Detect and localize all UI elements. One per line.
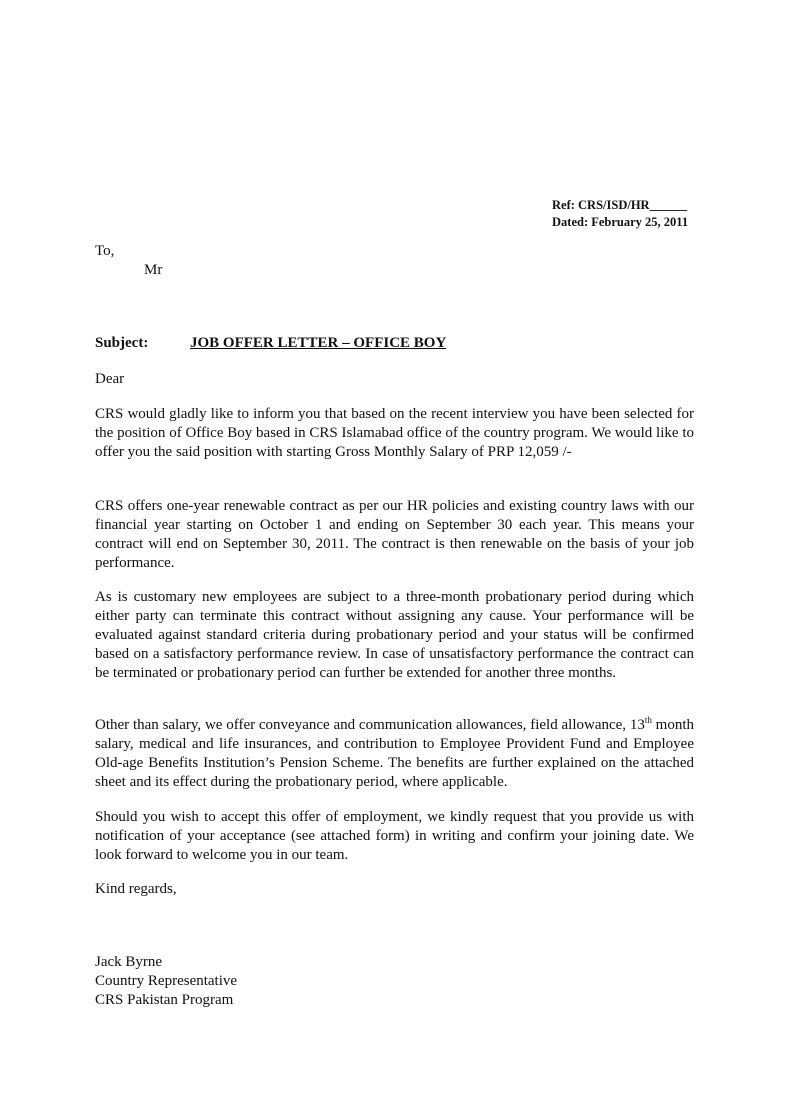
benefits-text-end: month salary, medical and life insurances, and contribution to Employee Provident Fund and Employee Old-age Benefits Institution’s Pension Scheme. The benefits are further explained on the attached sheet and its effect during the probationary period, where applicable. [95,717,694,790]
benefits-text-start: Other than salary, we offer conveyance and communication allowances, field allowance, 13 [95,717,645,733]
body-paragraph-probation: As is customary new employees are subject to a three-month probationary period during which either party can terminate this contract without assigning any cause. Your performance will be evaluated against standard criteria during probationary period and your status will be confirmed based on a satisfactory performance review. In case of unsatisfactory performance the contract can be terminated or probationary period can further be extended for another three months. [95,589,694,681]
reference-block [552,197,688,231]
recipient-to: To, [95,243,115,259]
subject-title: JOB OFFER LETTER – OFFICE BOY [190,335,447,351]
closing: Kind regards, [95,881,177,897]
signer-organization: CRS Pakistan Program [95,992,234,1008]
body-paragraph-benefits [95,716,694,792]
reference-number: Ref: CRS/ISD/HR______ [552,198,688,212]
signature-block [95,953,237,1010]
subject-line [95,334,695,353]
recipient-name: Mr [144,262,163,278]
signer-name: Jack Byrne [95,954,163,970]
letter-date: Dated: February 25, 2011 [552,215,689,229]
signer-title: Country Representative [95,973,238,989]
body-paragraph-acceptance: Should you wish to accept this offer of employment, we kindly request that you provide us with notification of your acceptance (see attached form) in writing and confirm your joining date. We look forward to welcome you in our team. [95,809,694,863]
ordinal-suffix: th [644,715,652,725]
body-paragraph-offer: CRS would gladly like to inform you that based on the recent interview you have been selected for the position of Office Boy based in CRS Islamabad office of the country program. We would like to offer you the said position with starting Gross Monthly Salary of PRP 12,059 /- [95,406,694,460]
salutation: Dear [95,371,125,387]
body-paragraph-contract: CRS offers one-year renewable contract as per our HR policies and existing country laws with our financial year starting on October 1 and ending on September 30 each year. This means your contract will end on September 30, 2011. The contract is then renewable on the basis of your job performance. [95,498,694,571]
subject-label: Subject: [95,335,149,351]
